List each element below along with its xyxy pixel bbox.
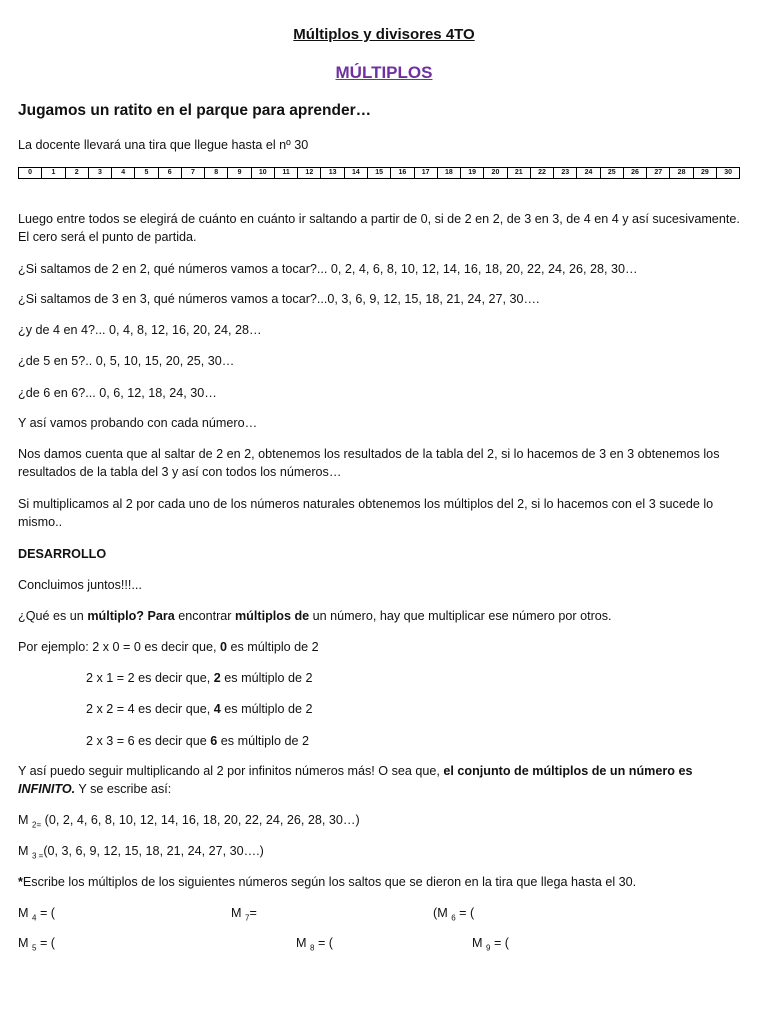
strip-cell: 13 (321, 168, 344, 178)
infinite-text: Y se escribe así: (75, 782, 172, 796)
infinite-paragraph (18, 762, 740, 798)
strip-cell: 11 (275, 168, 298, 178)
strip-cell: 4 (112, 168, 135, 178)
set-m3: M $_{3 =}$(0, 3, 6, 9, 12, 15, 18, 21, 24, 27, 30….) (18, 844, 264, 861)
set-values: (0, 2, 4, 6, 8, 10, 12, 14, 16, 18, 20, 22, 24, 26, 28, 30…) (41, 813, 360, 827)
strip-cell: 6 (159, 168, 182, 178)
strip-cell: 29 (694, 168, 717, 178)
example-text: 2 x 1 = 2 es decir que, (86, 671, 214, 685)
strip-cell: 15 (368, 168, 391, 178)
intro-text: La docente llevará una tira que llegue hasta el nº 30 (18, 138, 309, 152)
example-suffix: es múltiplo de 2 (226, 640, 319, 654)
document-title: Múltiplos y divisores 4TO (293, 26, 475, 43)
strip-cell: 22 (531, 168, 554, 178)
strip-cell: 0 (19, 168, 42, 178)
star-mark: * (18, 875, 23, 889)
strip-cell: 10 (252, 168, 275, 178)
example-number: 4 (213, 702, 221, 716)
question-5: ¿de 5 en 5?.. 0, 5, 10, 15, 20, 25, 30… (18, 354, 235, 368)
example-line-1 (86, 669, 313, 687)
development-heading: DESARROLLO (18, 547, 107, 561)
set-subscript: 2= (32, 820, 42, 830)
exercise-instruction: *Escribe los múltiplos de los siguientes números según los saltos que se dieron en la tira que llega hasta el 30. (18, 875, 637, 889)
strip-cell: 21 (508, 168, 531, 178)
strip-cell: 8 (205, 168, 228, 178)
strip-cell: 2 (66, 168, 89, 178)
question-3: ¿Si saltamos de 3 en 3, qué números vamos a tocar?...0, 3, 6, 9, 12, 15, 18, 21, 24, 27, 30…. (18, 292, 540, 306)
infinite-word: INFINITO. (18, 782, 76, 796)
strip-cell: 7 (182, 168, 205, 178)
example-line-2 (86, 700, 313, 718)
conclude-text: Concluimos juntos!!!... (18, 578, 142, 592)
paragraph-tablas: Nos damos cuenta que al saltar de 2 en 2, obtenemos los resultados de la tabla del 2, si lo hacemos de 3 en 3 obtenemos los resultados de la tabla del 3 y así con todos los números… (18, 447, 720, 479)
paragraph-multiplicamos: Si multiplicamos al 2 por cada uno de los números naturales obtenemos los múltiplos del 2, si lo hacemos con el 3 sucede lo mismo.. (18, 497, 714, 529)
example-text: 2 x 3 = 6 es decir que (86, 734, 211, 748)
strip-cell: 16 (391, 168, 414, 178)
strip-cell: 1 (42, 168, 65, 178)
infinite-text: Y así puedo seguir multiplicando al 2 por infinitos números más! O sea que, (18, 764, 444, 778)
example-text: Por ejemplo: 2 x 0 = 0 es decir que, (18, 640, 220, 654)
def-part: ¿Qué es un (18, 609, 88, 623)
set-subscript: 3 = (32, 851, 44, 861)
definition-text (18, 607, 612, 625)
def-part: encontrar (174, 609, 235, 623)
strip-cell: 28 (670, 168, 693, 178)
example-suffix: es múltiplo de 2 (217, 734, 309, 748)
strip-cell: 5 (135, 168, 158, 178)
set-values: (0, 3, 6, 9, 12, 15, 18, 21, 24, 27, 30….) (43, 844, 264, 858)
strip-cell: 30 (724, 169, 732, 176)
infinite-bold: el conjunto de múltiplos de un número es (443, 764, 693, 778)
question-6: ¿de 6 en 6?... 0, 6, 12, 18, 24, 30… (18, 386, 217, 400)
strip-cell: 27 (647, 168, 670, 178)
paragraph-rules: Luego entre todos se elegirá de cuánto en cuánto ir saltando a partir de 0, si de 2 en 2, de 3 en 3, de 4 en 4 y así sucesivamente. El cero será el punto de partida. (18, 212, 740, 244)
example-intro (18, 638, 319, 656)
def-bold: múltiplos de (234, 609, 310, 623)
strip-cell: 12 (298, 168, 321, 178)
exercise-m7: M $_7$= (231, 906, 257, 923)
example-suffix: es múltiplo de 2 (220, 702, 313, 716)
exercise-m9: M $_9$ = ( (472, 936, 509, 953)
exercise-m5: M $_5$ = ( (18, 936, 55, 953)
set-m2: M $_{2=}$ (0, 2, 4, 6, 8, 10, 12, 14, 16, 18, 20, 22, 24, 26, 28, 30…) (18, 813, 360, 830)
section-title: MÚLTIPLOS (335, 63, 433, 82)
strip-cell: 17 (415, 168, 438, 178)
def-part: un número, hay que multiplicar ese número por otros. (309, 609, 612, 623)
exercise-m4: M $_4$ = ( (18, 906, 55, 923)
example-number: 0 (219, 640, 227, 654)
example-line-3 (86, 732, 309, 750)
question-4: ¿y de 4 en 4?... 0, 4, 8, 12, 16, 20, 24, 28… (18, 323, 262, 337)
number-strip (18, 167, 740, 179)
strip-cell: 9 (228, 168, 251, 178)
def-bold: múltiplo? Para (87, 609, 175, 623)
strip-cell: 18 (438, 168, 461, 178)
strip-cell: 20 (484, 168, 507, 178)
example-number: 2 (213, 671, 221, 685)
example-suffix: es múltiplo de 2 (220, 671, 313, 685)
strip-cell: 19 (461, 168, 484, 178)
strip-cell: 23 (554, 168, 577, 178)
exercise-m8: M $_8$ = ( (296, 936, 333, 953)
strip-cell: 26 (624, 168, 647, 178)
strip-cell: 24 (577, 168, 600, 178)
example-text: 2 x 2 = 4 es decir que, (86, 702, 214, 716)
strip-cell: 25 (601, 168, 624, 178)
strip-cell: 3 (89, 168, 112, 178)
strip-cell: 14 (345, 168, 368, 178)
exercise-m6: (M $_6$ = ( (433, 906, 475, 923)
subtitle: Jugamos un ratito en el parque para aprender… (18, 102, 372, 119)
question-2: ¿Si saltamos de 2 en 2, qué números vamos a tocar?... 0, 2, 4, 6, 8, 10, 12, 14, 16, 18, 20, 22, 24, 26, 28, 30… (18, 262, 638, 276)
example-number: 6 (210, 734, 218, 748)
paragraph-probando: Y así vamos probando con cada número… (18, 416, 258, 430)
